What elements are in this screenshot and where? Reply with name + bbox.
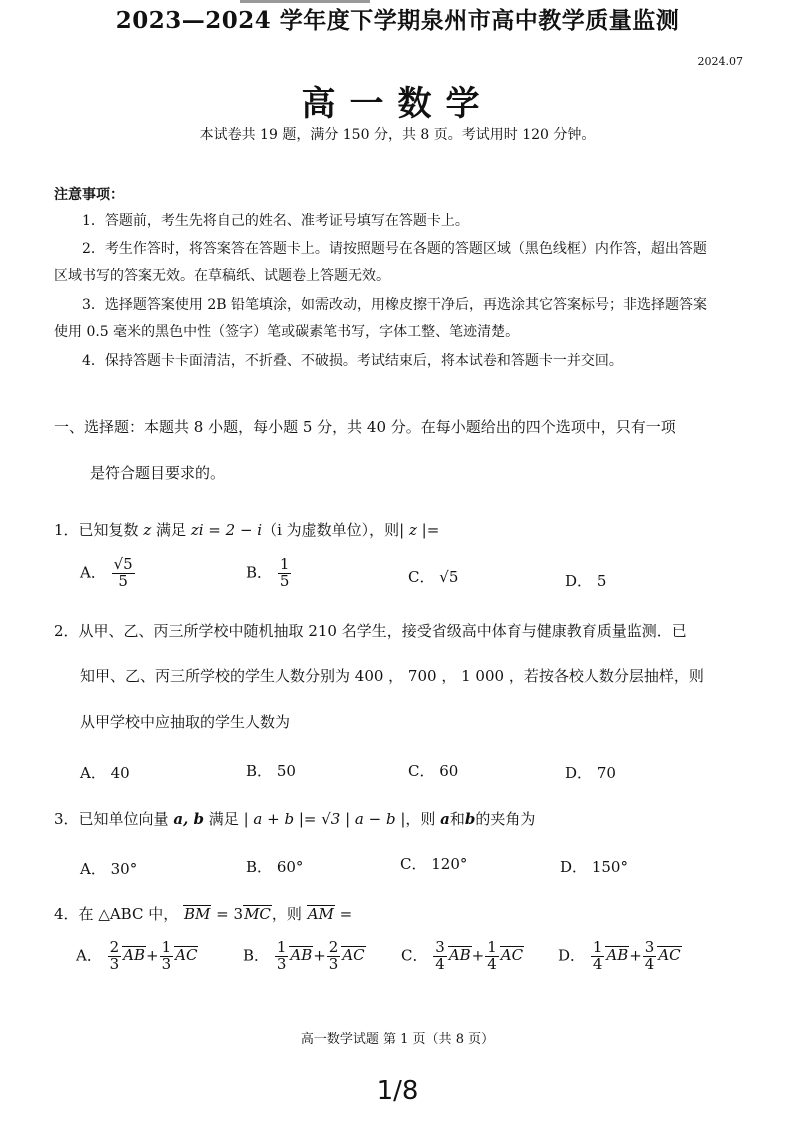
question-3: 3．已知单位向量 a, b 满足 | a + b |= √3 | a − b |，则 a和b的夹角为 <box>54 810 536 828</box>
q2-option-a: A． 40 <box>80 764 130 782</box>
section-heading-cont: 是符合题目要求的。 <box>90 464 226 482</box>
question-1: 1．已知复数 z 满足 zi = 2 − i（i 为虚数单位），则| z |= <box>54 521 440 539</box>
question-2-line3: 从甲学校中应抽取的学生人数为 <box>80 713 291 731</box>
question-2: 2．从甲、乙、丙三所学校中随机抽取 210 名学生，接受省级高中体育与健康教育质量监测．已 <box>54 622 687 640</box>
question-4: 4．在 △ABC 中， BM = 3MC，则 AM = <box>54 905 353 923</box>
q3-option-a: A． 30° <box>80 860 138 878</box>
q4-option-b: B． $\frac{1}{3}$ AB+ $\frac{2}{3}$ AC <box>243 938 365 973</box>
q4-option-d: D． $\frac{1}{4}$ AB+ $\frac{3}{4}$ AC <box>558 938 681 973</box>
q3-option-c: C． 120° <box>400 855 468 873</box>
q4-option-a: A． $\frac{2}{3}$ AB+ $\frac{1}{3}$ AC <box>76 938 198 973</box>
note-item: 1．答题前，考生先将自己的姓名、准考证号填写在答题卡上。 <box>82 213 469 229</box>
q2-option-c: C． 60 <box>408 762 459 780</box>
exam-date: 2024.07 <box>697 55 743 68</box>
page-indicator: 1/8 <box>376 1076 419 1106</box>
page-footer: 高一数学试题 第 1 页（共 8 页） <box>300 1032 495 1047</box>
q2-option-b: B． 50 <box>246 762 296 780</box>
exam-title: 2023—2024 学年度下学期泉州市高中教学质量监测 <box>115 7 680 34</box>
q1-option-c: C． √5 <box>408 568 459 586</box>
subject-title: 高一数学 <box>301 84 494 124</box>
section-heading: 一、选择题：本题共 8 小题，每小题 5 分，共 40 分。在每小题给出的四个选项中，只有一项 <box>54 418 676 436</box>
note-item: 2．考生作答时，将答案答在答题卡上。请按照题号在各题的答题区域（黑色线框）内作答，超出答题区域书写的答案无效。在草稿纸、试题卷上答题无效。 <box>54 241 707 284</box>
notes-heading: 注意事项： <box>54 187 124 203</box>
q1-option-b: B． $\frac{1}{5}$ <box>246 555 290 590</box>
q3-option-d: D． 150° <box>560 858 628 876</box>
q4-option-c: C． $\frac{3}{4}$ AB+ $\frac{1}{4}$ AC <box>401 938 524 973</box>
note-item: 3．选择题答案使用 2B 铅笔填涂，如需改动，用橡皮擦干净后，再选涂其它答案标号；非选择题答案使用 0.5 毫米的黑色中性（签字）笔或碳素笔书写，字体工整、笔迹清楚。 <box>54 297 708 340</box>
q1-option-d: D． 5 <box>565 572 607 590</box>
q2-option-d: D． 70 <box>565 764 616 782</box>
q1-option-a: A． $\frac{√5}{5}$ <box>80 555 133 590</box>
question-2-line2: 知甲、乙、丙三所学校的学生人数分别为 400 ， 700 ， 1 000 ，若按各校人数分层抽样，则 <box>80 667 704 685</box>
note-item: 4．保持答题卡卡面清洁，不折叠、不破损。考试结束后，将本试卷和答题卡一并交回。 <box>82 353 623 369</box>
q3-option-b: B． 60° <box>246 858 304 876</box>
exam-info: 本试卷共 19 题，满分 150 分，共 8 页。考试用时 120 分钟。 <box>199 127 596 143</box>
